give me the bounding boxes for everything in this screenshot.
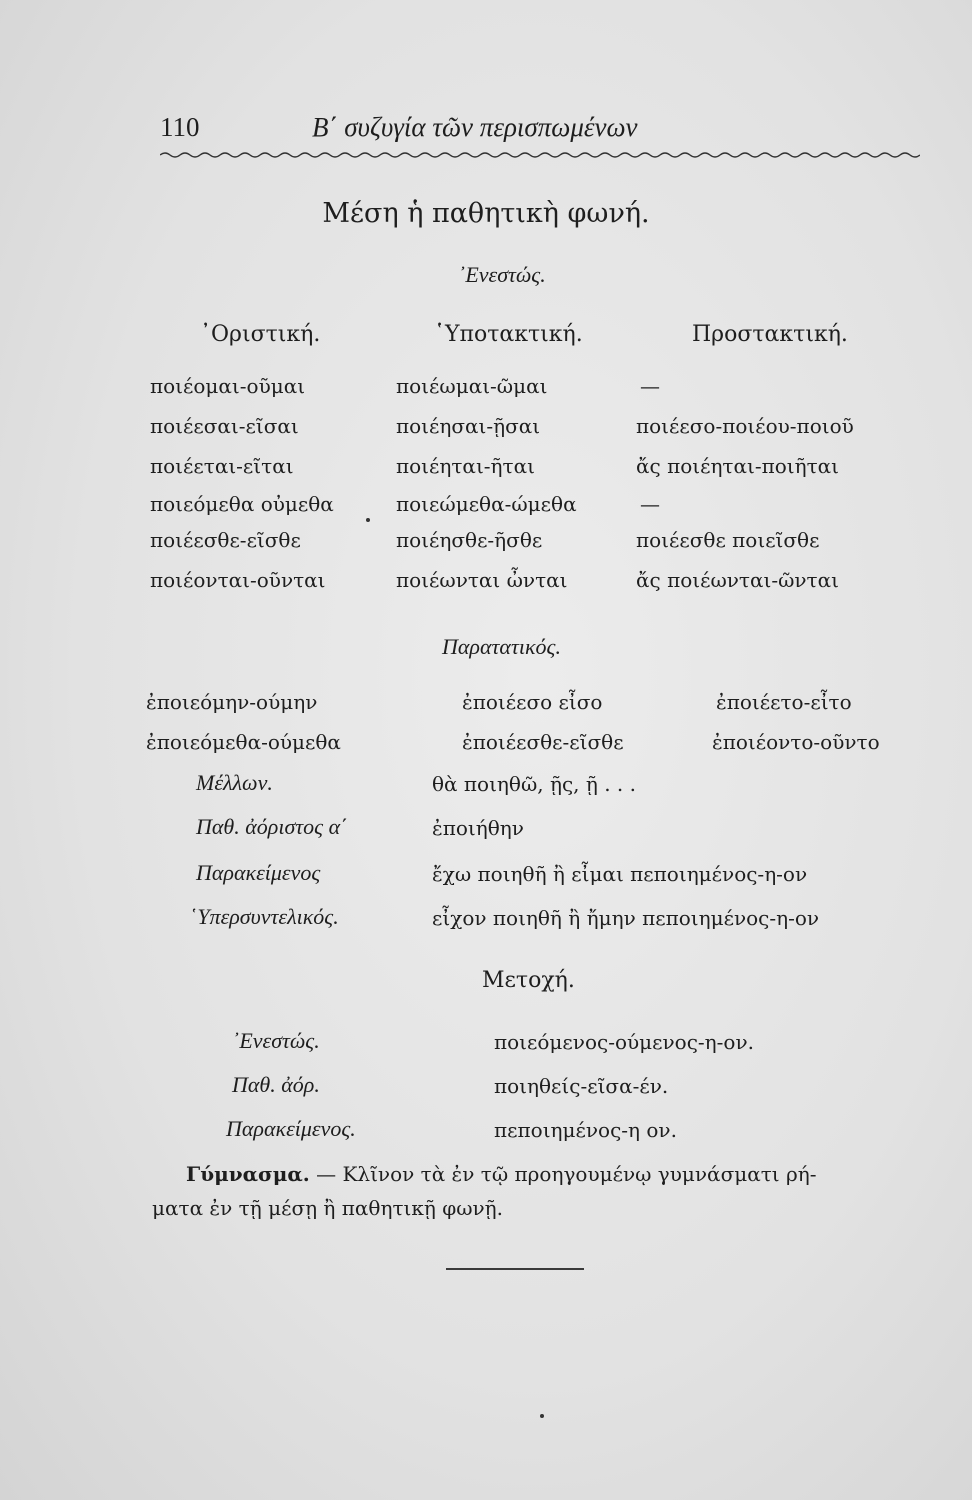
imperfect-2pl: ἐποιέεσθε-εῖσθε xyxy=(462,730,624,754)
present-subjunctive-2pl: ποιέησθε-ῆσθε xyxy=(396,528,543,552)
imperfect-heading: Παρατατικός. xyxy=(442,634,561,659)
pluperfect-form: εἶχον ποιηθῆ ἢ ἤμην πεποιημένος-η-ον xyxy=(432,906,820,930)
aorist-form: ἐποιήθην xyxy=(432,816,524,840)
running-title: Β΄ συζυγία τῶν περισπωμένων xyxy=(312,112,638,142)
wavy-rule xyxy=(160,150,920,160)
exercise-title: Γύμνασμα. xyxy=(186,1162,310,1186)
participle-heading: Μετοχή. xyxy=(482,968,575,993)
present-subjunctive-1pl: ποιεώμεθα-ώμεθα xyxy=(396,492,577,516)
participle-aorist-label: Παθ. ἀόρ. xyxy=(232,1072,320,1097)
imperfect-1sg: ἐποιεόμην-ούμην xyxy=(146,690,318,714)
col-heading-imperative: Προστακτική. xyxy=(692,322,848,347)
present-imperative-2pl: ποιέεσθε ποιεῖσθε xyxy=(636,528,820,552)
present-heading: ᾿Ενεστώς. xyxy=(458,262,546,287)
imperfect-3sg: ἐποιέετο-εἶτο xyxy=(716,690,852,714)
aorist-label: Παθ. ἀόριστος α΄ xyxy=(196,814,348,839)
future-label: Μέλλων. xyxy=(196,770,273,795)
present-indicative-3pl: ποιέονται-οῦνται xyxy=(150,568,326,592)
page-number: 110 xyxy=(160,112,200,142)
imperfect-2sg: ἐποιέεσο εἶσο xyxy=(462,690,603,714)
present-subjunctive-3sg: ποιέηται-ῆται xyxy=(396,454,535,478)
voice-heading: Μέση ἡ παθητικὴ φωνή. xyxy=(322,198,650,229)
present-imperative-3sg: ἄς ποιέηται-ποιῆται xyxy=(636,454,840,478)
present-imperative-2sg: ποιέεσο-ποιέου-ποιοῦ xyxy=(636,414,854,438)
col-heading-subjunctive: ῾Υποτακτική. xyxy=(434,322,583,347)
present-imperative-3pl: ἄς ποιέωνται-ῶνται xyxy=(636,568,839,592)
participle-perfect-label: Παρακείμενος. xyxy=(226,1116,356,1141)
present-indicative-1pl: ποιεόμεθα οὐμεθα xyxy=(150,492,334,516)
present-subjunctive-1sg: ποιέωμαι-ῶμαι xyxy=(396,374,548,398)
ink-speck xyxy=(540,1414,544,1418)
exercise-line-2: ματα ἐν τῇ μέσῃ ἢ παθητικῇ φωνῇ. xyxy=(152,1196,504,1220)
participle-aorist-form: ποιηθείς-εῖσα-έν. xyxy=(494,1074,669,1098)
present-indicative-2pl: ποιέεσθε-εῖσθε xyxy=(150,528,301,552)
participle-present-label: ᾿Ενεστώς. xyxy=(232,1028,320,1053)
exercise-line-1 xyxy=(186,1162,816,1186)
present-indicative-3sg: ποιέεται-εῖται xyxy=(150,454,294,478)
present-imperative-1pl: — xyxy=(640,492,660,516)
perfect-label: Παρακείμενος xyxy=(196,860,321,885)
present-imperative-1sg: — xyxy=(640,374,660,398)
perfect-form: ἔχω ποιηθῆ ἢ εἶμαι πεποιημένος-η-ον xyxy=(432,862,808,886)
closing-rule xyxy=(446,1268,584,1270)
pluperfect-label: ῾Υπερσυντελικός. xyxy=(190,904,339,929)
present-indicative-2sg: ποιέεσαι-εῖσαι xyxy=(150,414,299,438)
participle-present-form: ποιεόμενος-ούμενος-η-ον. xyxy=(494,1030,754,1054)
present-subjunctive-3pl: ποιέωνται ὦνται xyxy=(396,568,568,592)
present-indicative-1sg: ποιέομαι-οῦμαι xyxy=(150,374,306,398)
participle-perfect-form: πεποιημένος-η ον. xyxy=(494,1118,677,1142)
col-heading-indicative: ᾿Οριστική. xyxy=(200,322,321,347)
ink-speck xyxy=(366,518,370,522)
present-subjunctive-2sg: ποιέησαι-ῇσαι xyxy=(396,414,541,438)
imperfect-3pl: ἐποιέοντο-οῦντο xyxy=(712,730,880,754)
imperfect-1pl: ἐποιεόμεθα-ούμεθα xyxy=(146,730,341,754)
exercise-text-1: — Κλῖνον τὰ ἐν τῷ προηγουμένῳ γυμνάσματι ρή- xyxy=(309,1162,817,1186)
future-form: θὰ ποιηθῶ, ῇς, ῇ . . . xyxy=(432,772,637,796)
